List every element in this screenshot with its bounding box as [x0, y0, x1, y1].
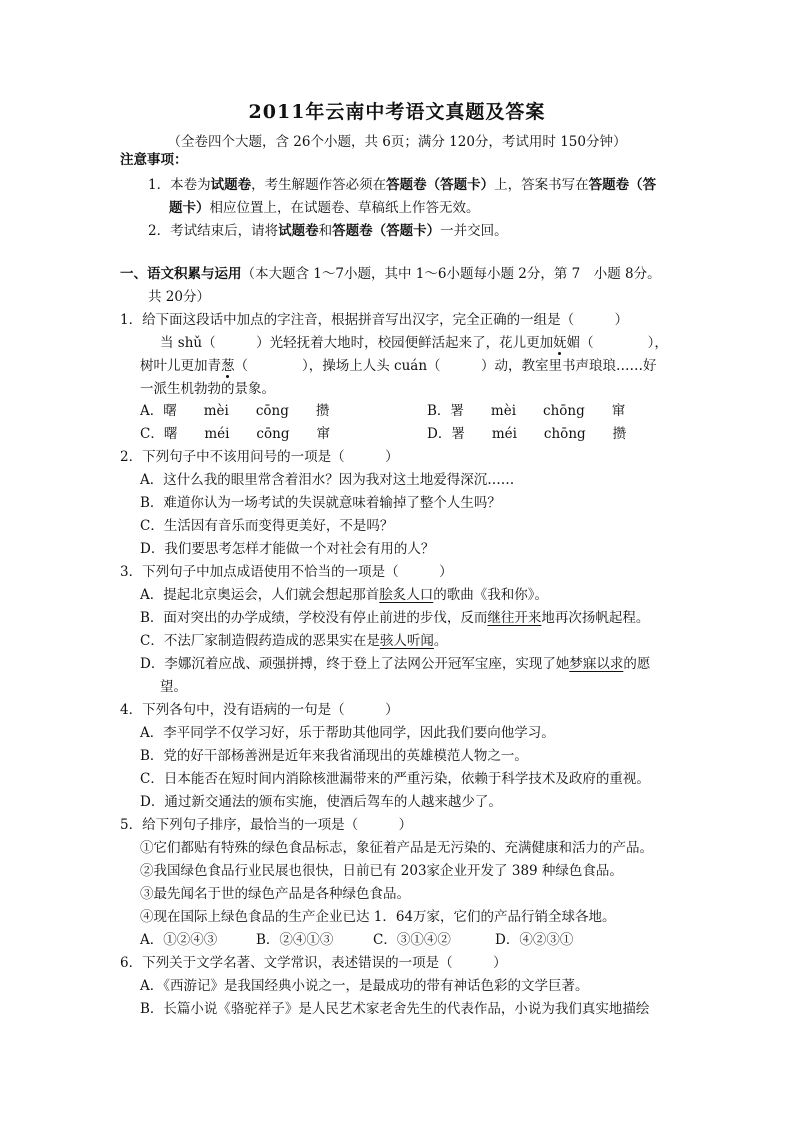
section-1-heading: 一、语文积累与运用（本大题含 1～7小题，其中 1～6小题每小题 2分，第 7 小题 8分。 — [120, 266, 661, 282]
question-5-option-b: B．②④①③ — [256, 932, 334, 948]
notice-item-1-cont: 题卡）相应位置上，在试题卷、草稿纸上作答无效。 — [169, 200, 480, 216]
question-3-option-d: D．李娜沉着应战、顽强拼搏，终于登上了法网公开冠军宝座，实现了她梦寐以求的愿 — [140, 656, 651, 672]
question-5-stem: 5．给下列句子排序，最恰当的一项是（ ） — [120, 817, 413, 833]
question-6-option-a: A．《西游记》是我国经典小说之一，是最成功的带有神话色彩的文学巨著。 — [140, 978, 589, 994]
question-5-option-c: C．③①④② — [373, 932, 451, 948]
question-2-stem: 2．下列句子中不该用问号的一项是（ ） — [120, 449, 399, 465]
question-5-sentence-2: ②我国绿色食品行业民展也很快，日前已有 203家企业开发了 389 种绿色食品。 — [140, 863, 623, 879]
question-1-passage-line-1: 当 shǔ（ ）光轻抚着大地时，校园便鲜活起来了，花儿更加妩媚（ ）， — [160, 335, 668, 351]
question-6-option-b: B．长篇小说《骆驼祥子》是人民艺术家老舍先生的代表作品，小说为我们真实地描绘 — [140, 1001, 650, 1017]
question-1-option-a: A．曙 mèi cōng 攒 — [140, 403, 330, 419]
notice-item-2: 2．考试结束后，请将试题卷和答题卷（答题卡）一并交回。 — [148, 223, 508, 239]
question-1-passage-line-2: 树叶儿更加青葱（ ），操场上人头 cuán（ ）动，教室里书声琅琅……好 — [140, 358, 657, 374]
question-1-option-b: B．署 mèi chōng 窜 — [427, 403, 626, 419]
question-5-sentence-3: ③最先闻名于世的绿色产品是各种绿色食品。 — [140, 886, 410, 902]
question-5-option-a: A．①②④③ — [140, 932, 218, 948]
question-3-option-b: B．面对突出的办学成绩，学校没有停止前进的步伐，反而继往开来地再次扬帆起程。 — [140, 610, 650, 626]
question-4-option-b: B．党的好干部杨善洲是近年来我省涌现出的英雄模范人物之一。 — [140, 748, 528, 764]
question-1-option-d: D．署 méi chōng 攒 — [427, 426, 627, 442]
notice-heading: 注意事项： — [120, 152, 188, 168]
question-5-option-d: D．④②③① — [495, 932, 574, 948]
question-3-option-c: C．不法厂家制造假药造成的恶果实在是骇人听闻。 — [140, 633, 448, 649]
question-3-option-a: A．提起北京奥运会，人们就会想起那首脍炙人口的歌曲《我和你》。 — [140, 587, 548, 603]
question-1-stem: 1．给下面这段话中加点的字注音，根据拼音写出汉字，完全正确的一组是（ ） — [120, 312, 629, 328]
question-1-passage-line-3: 一派生机勃勃的景象。 — [140, 381, 275, 397]
question-2-option-b: B．难道你认为一场考试的失误就意味着输掉了整个人生吗？ — [140, 495, 501, 511]
question-1-option-c: C．曙 méi cōng 窜 — [140, 426, 330, 442]
question-3-option-d-cont: 望。 — [160, 679, 187, 695]
question-4-option-d: D．通过新交通法的颁布实施，使酒后驾车的人越来越少了。 — [140, 794, 502, 810]
question-2-option-c: C．生活因有音乐而变得更美好，不是吗？ — [140, 518, 394, 534]
question-2-option-d: D．我们要思考怎样才能做一个对社会有用的人？ — [140, 541, 435, 557]
question-6-stem: 6．下列关于文学名著、文学常识，表述错误的一项是（ ） — [120, 955, 507, 971]
question-2-option-a: A．这什么我的眼里常含着泪水？因为我对这土地爱得深沉…… — [140, 472, 515, 488]
page-title: 2011年云南中考语文真题及答案 — [248, 101, 546, 123]
question-3-stem: 3．下列句子中加点成语使用不恰当的一项是（ ） — [120, 564, 453, 580]
section-1-desc-cont: 共 20分） — [148, 289, 210, 305]
exam-info: （全卷四个大题，含 26个小题，共 6页；满分 120分，考试用时 150分钟） — [167, 134, 627, 150]
question-4-option-c: C．日本能否在短时间内消除核泄漏带来的严重污染，依赖于科学技术及政府的重视。 — [140, 771, 650, 787]
notice-item-1: 1．本卷为试题卷，考生解题作答必须在答题卷（答题卡）上，答案书写在答题卷（答 — [148, 177, 657, 193]
question-5-sentence-4: ④现在国际上绿色食品的生产企业已达 1．64万家，它们的产品行销全球各地。 — [140, 909, 616, 925]
question-5-sentence-1: ①它们都贴有特殊的绿色食品标志，象征着产品是无污染的、充满健康和活力的产品。 — [140, 840, 653, 856]
question-4-stem: 4．下列各句中，没有语病的一句是（ ） — [120, 702, 399, 718]
question-4-option-a: A．李平同学不仅学习好，乐于帮助其他同学，因此我们要向他学习。 — [140, 725, 555, 741]
